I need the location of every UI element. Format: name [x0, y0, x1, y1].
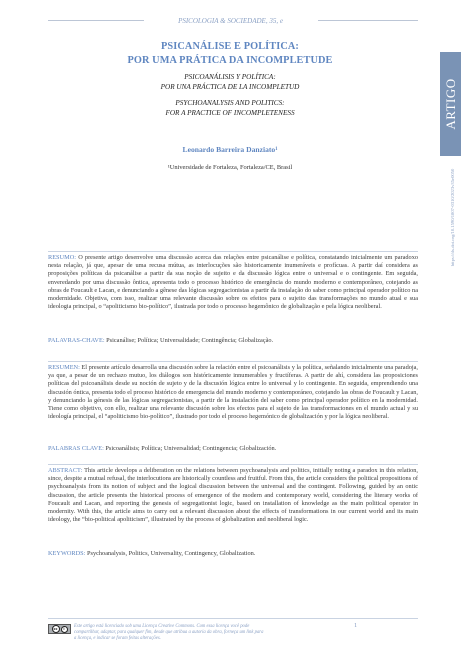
author-affiliation: ¹Universidade de Fortaleza, Fortaleza/CE, Brasil — [167, 164, 293, 171]
resumo-keywords-label: PALAVRAS-CHAVE: — [48, 337, 105, 344]
header-rule-left — [48, 20, 144, 21]
abstract-text: This article develops a deliberation on the relations between psychoanalysis and politics, initially noting a paradox in this relation, since, despite a mutual refusal, the interlocutions are historically countless and fruitful. From this, the article considers the political propositions of psychoanalysis from its notion of subject and the logical discussion between the universal and the contingent. Following, guided by an ontic discussion, the article presents the historical process of emergence of the modern and contemporary world, considering the literary works of Foucault and Lacan, and reporting the genesis of segregationist logic, based on installation of knowledge as the main political operator in modernity. With this, the article aims to carry out a relevant discussion about the effects of transformations in our current world and its main ideology, the “bio-political apoliticism”, illustrated by the process of globalization and neoliberal logic. — [48, 467, 418, 524]
resumo-text: O presente artigo desenvolve uma discussão acerca das relações entre psicanálise e política, constatando inicialmente um paradoxo nesta relação, já que, apesar de uma recusa mútua, as interlocuções são historicamente inumeráveis e profícuas. A partir daí considera as proposições políticas da psicanálise a partir da sua noção de sujeito e da discussão lógica entre o universal e o contingente. Em seguida, enveredando por uma discussão ôntica, apresenta todo o processo histórico de emergência do mundo moderno e contemporâneo, cotejando as obras de Foucault e Lacan, e denunciando a gênese das lógicas segregacionistas a partir da instalação do saber como principal operador político na modernidade. Objetiva, com isso, realizar uma relevante discussão sobre os efeitos para o sujeito das transformações no mundo atual e sua ideologia principal, o “apoliticismo bio-político”, ilustrada por todo o processo hegemônico de globalização e pela lógica neoliberal. — [48, 254, 418, 311]
resumo-keywords — [48, 337, 418, 345]
footer-rule — [48, 618, 418, 619]
running-header-text: PSICOLOGIA & SOCIEDADE, 35, e — [178, 17, 283, 25]
license-text: Este artigo está licenciado sob uma Licença Creative Commons. Com essa licença você pode compartilhar, adaptar, para qualquer fim, desde que atribua a autoria da obra, forneça um link para a licença, e indicar se foram feitas alterações. — [74, 624, 264, 642]
resumo-keywords-text: Psicanálise; Política; Universalidade; Contingência; Globalização. — [104, 337, 274, 344]
doi-link[interactable]: https://dx.doi.org/10.1590/1807-0310/2023v35e0050 — [450, 168, 455, 267]
creative-commons-icon[interactable]: cc i — [48, 624, 71, 634]
title-pt-line2: POR UMA PRÁTICA DA INCOMPLETUDE — [127, 55, 333, 66]
resumen-keywords-label: PALABRAS CLAVE: — [48, 445, 104, 452]
article-type-label: ARTIGO — [443, 78, 458, 130]
running-header — [0, 16, 461, 26]
title-en-line2: FOR A PRACTICE OF INCOMPLETENESS — [165, 109, 295, 117]
title-es-line1: PSICOANÁLISIS Y POLÍTICA: — [184, 73, 276, 81]
title-en-line1: PSYCHOANALYSIS AND POLITICS: — [175, 99, 285, 107]
resumen-keywords — [48, 445, 418, 453]
resumen-keywords-text: Psicoanálisis; Política; Universalidad; Contingencia; Globalización. — [103, 445, 277, 452]
header-rule-right — [318, 20, 418, 21]
section-rule — [48, 361, 418, 362]
resumo-paragraph — [48, 254, 418, 311]
abstract-paragraph — [48, 467, 418, 524]
author-name: Leonardo Barreira Danziato¹ — [182, 145, 278, 154]
title-es-line2: POR UNA PRÁCTICA DE LA INCOMPLETUD — [160, 83, 300, 91]
abstract-keywords-label: KEYWORDS: — [48, 550, 86, 557]
abstract-keywords — [48, 550, 418, 558]
resumo-label: RESUMO: — [48, 254, 76, 261]
resumen-text: El presente artículo desarrolla una discusión sobre la relación entre el psicoanálisis y la política, señalando inicialmente una paradoja, ya que, a pesar de un rechazo mutuo, los diálogos son históricamente innumerables y fructíferas. A partir de ahí, considera las proposiciones políticas del psicoanálisis desde su noción de sujeto y de la discusión lógica entre lo universal y lo contingente. En seguida, emprendiendo una discusión óntica, presenta todo el proceso histórico de emergencia del mundo moderno y contemporáneo, cotejando las obras de Foucault y Lacan, y denunciando la génesis de las lógicas segregacionistas, a partir de la instalación del saber como principal operador político en la modernidad. Tiene como objetivo, con ello, realizar una relevante discusión sobre los efectos para el sujeto de las transformaciones en el mundo actual y su ideología principal, el “apoliticismo bio-político”, ilustrado por todo el proceso hegemónico de globalización y por la lógica neoliberal. — [48, 364, 418, 421]
doi-vertical[interactable] — [450, 130, 456, 305]
section-rule — [48, 464, 418, 465]
resumen-label: RESUMEN: — [48, 364, 80, 371]
resumen-paragraph — [48, 364, 418, 421]
abstract-label: ABSTRACT: — [48, 467, 83, 474]
section-rule — [48, 251, 418, 252]
title-pt-line1: PSICANÁLISE E POLÍTICA: — [161, 41, 299, 52]
abstract-keywords-text: Psychoanalysis, Politics, Universality, Contingency, Globalization. — [85, 550, 256, 557]
page-number: 1 — [354, 622, 358, 629]
